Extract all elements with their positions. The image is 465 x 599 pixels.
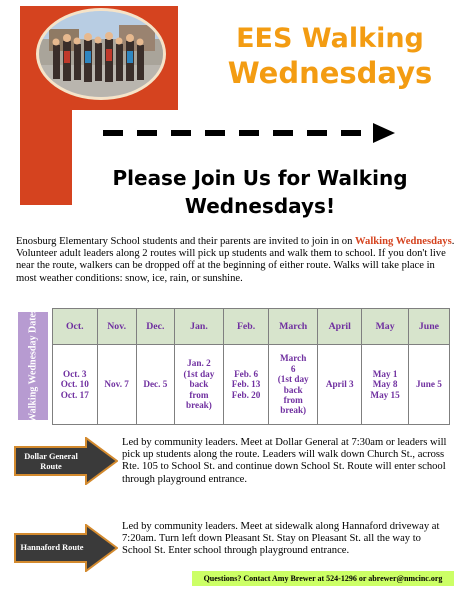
date-line: Jan. 2 [187, 358, 211, 369]
date-line: Feb. 13 [231, 379, 261, 390]
route-label-dollar-general [16, 452, 86, 472]
months-row [53, 309, 450, 345]
date-line: back [189, 379, 209, 390]
date-line: break) [185, 400, 212, 411]
month-header: Oct. [53, 309, 98, 345]
date-line: May 15 [370, 389, 400, 400]
contact-banner: Questions? Contact Amy Brewer at 524-1296 or abrewer@nmcinc.org [192, 571, 454, 586]
date-line: May 1 [372, 368, 398, 379]
date-cell [318, 345, 362, 425]
month-header: April [318, 309, 362, 345]
date-cell [136, 345, 174, 425]
date-line: April 3 [325, 379, 354, 390]
route-label-hannaford [16, 543, 88, 553]
dashed-arrow-icon [75, 123, 455, 145]
month-header: Jan. [174, 309, 223, 345]
date-line: Nov. 7 [104, 379, 129, 390]
date-line: (1st day [183, 368, 215, 379]
headline: Please Join Us for Walking Wednesdays! [112, 166, 408, 218]
route-description-hannaford: Led by community leaders. Meet at sidewalk along Hannaford driveway at 7:20am. Turn left down Pleasant St. Stay on Pleasant St. all the way to School St. Enter school through playground entrance. [122, 521, 440, 557]
schedule-table [52, 308, 450, 425]
date-cell [223, 345, 268, 425]
route1-label-line2: Route [40, 462, 62, 471]
date-cell [362, 345, 409, 425]
page-title [200, 22, 460, 90]
date-cell [174, 345, 223, 425]
date-cell [53, 345, 98, 425]
date-cell [269, 345, 318, 425]
month-header: May [362, 309, 409, 345]
date-cell [408, 345, 449, 425]
month-header: Dec. [136, 309, 174, 345]
intro-paragraph [16, 236, 456, 285]
date-line: Oct. 17 [60, 389, 89, 400]
intro-text-1: Enosburg Elementary School students and their parents are invited to join in on [16, 236, 356, 247]
side-label-text: Walking Wednesday Dates [27, 309, 39, 423]
date-line: Feb. 20 [231, 389, 261, 400]
route2-label-line1: Hannaford Route [20, 543, 84, 552]
date-line: back [283, 384, 303, 395]
month-header: Feb. [223, 309, 268, 345]
date-line: from [283, 394, 303, 405]
schedule-side-label [18, 309, 48, 423]
date-line: Oct. 3 [63, 368, 87, 379]
date-line: 6 [290, 363, 296, 374]
date-line: Oct. 10 [60, 379, 89, 390]
title-line-2: Wednesdays [227, 56, 433, 90]
date-line: Dec. 5 [143, 379, 168, 390]
date-line: from [189, 389, 209, 400]
route1-label-line1: Dollar General [24, 452, 78, 461]
date-cell [97, 345, 136, 425]
month-header: Nov. [97, 309, 136, 345]
schedule-table-wrapper [16, 308, 450, 424]
dates-row [53, 345, 450, 425]
date-line: (1st day [277, 374, 309, 385]
month-header: March [269, 309, 318, 345]
intro-text-2: . Volunteer adult leaders along 2 routes will pick up students and walk them to school. If you don't live near the route, walkers can be dropped off at the beginning of either route. Walks will take place in most weather conditions: snow, ice, rain, or sunshine. [16, 236, 455, 284]
month-header: June [408, 309, 449, 345]
route-description-dollar-general: Led by community leaders. Meet at Dollar General at 7:30am or leaders will pick up students along the route. Leaders will walk down Church St., across Rte. 105 to School St. and continue down School St. Route will enter school through playground entrance. [122, 437, 447, 485]
date-line: break) [280, 405, 307, 416]
date-line: Feb. 6 [234, 368, 259, 379]
date-line: May 8 [372, 379, 398, 390]
date-line: June 5 [416, 379, 442, 390]
date-line: March [280, 353, 307, 364]
title-line-1: EES Walking [236, 23, 424, 54]
group-photo [36, 8, 166, 100]
intro-highlight: Walking Wednesdays [355, 236, 452, 247]
